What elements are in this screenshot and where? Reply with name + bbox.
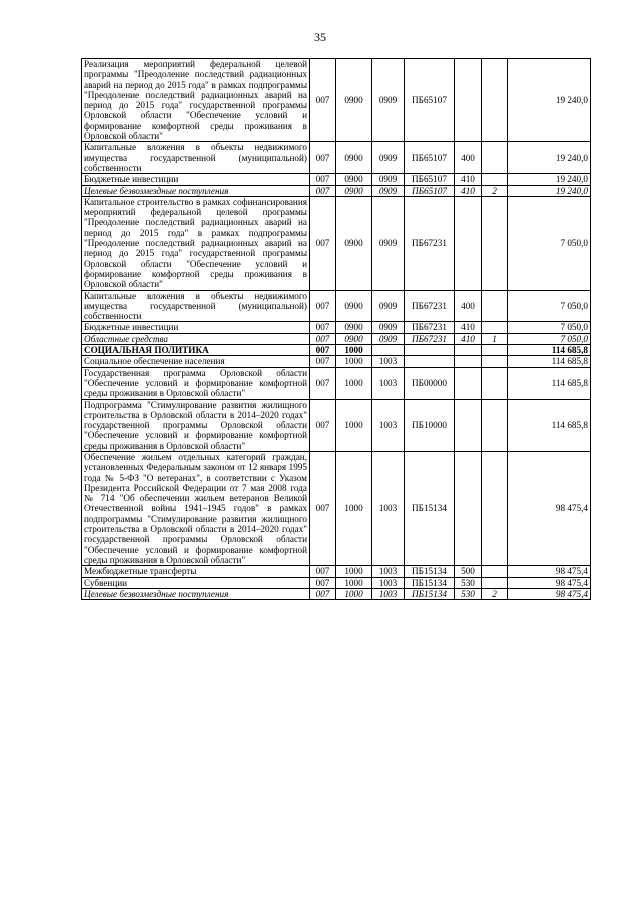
row-section: 0900	[336, 59, 372, 142]
row-funding-source: 2	[482, 185, 508, 196]
row-amount: 19 240,0	[508, 185, 591, 196]
row-section: 1000	[336, 367, 372, 399]
row-amount: 19 240,0	[508, 59, 591, 142]
row-amount: 98 475,4	[508, 566, 591, 577]
row-funding-source	[482, 174, 508, 185]
row-target-article: ПБ67231	[405, 196, 455, 290]
row-subsection: 1003	[372, 577, 405, 588]
row-section: 0900	[336, 322, 372, 333]
row-org-code: 007	[310, 566, 336, 577]
row-amount: 98 475,4	[508, 451, 591, 565]
row-expense-type	[455, 451, 482, 565]
row-name: Областные средства	[82, 333, 310, 344]
row-expense-type: 500	[455, 566, 482, 577]
row-expense-type: 410	[455, 185, 482, 196]
row-funding-source	[482, 196, 508, 290]
row-amount: 98 475,4	[508, 588, 591, 599]
table-row	[82, 356, 591, 367]
row-expense-type	[455, 367, 482, 399]
row-funding-source	[482, 322, 508, 333]
row-section: 1000	[336, 588, 372, 599]
row-subsection: 0909	[372, 322, 405, 333]
row-subsection: 0909	[372, 174, 405, 185]
table-row	[82, 290, 591, 322]
row-target-article: ПБ65107	[405, 174, 455, 185]
row-name: Реализация мероприятий федеральной целевой программы "Преодоление последствий радиационных аварий на период до 2015 года" в рамках подпрограммы "Преодоление последствий радиационных аварий на период до 2015 года" государственной программы Орловской области "Обеспечение условий и формирование комфортной среды проживания в Орловской области"	[82, 59, 310, 142]
row-target-article: ПБ67231	[405, 322, 455, 333]
table-row	[82, 345, 591, 356]
row-name: Государственная программа Орловской области "Обеспечение условий и формирование комфортной среды проживания в Орловской области"	[82, 367, 310, 399]
row-amount: 7 050,0	[508, 196, 591, 290]
row-funding-source	[482, 451, 508, 565]
row-target-article: ПБ67231	[405, 333, 455, 344]
row-name: Социальное обеспечение населения	[82, 356, 310, 367]
row-subsection: 1003	[372, 566, 405, 577]
row-org-code: 007	[310, 356, 336, 367]
row-funding-source: 1	[482, 333, 508, 344]
row-subsection: 0909	[372, 185, 405, 196]
row-subsection: 1003	[372, 356, 405, 367]
row-org-code: 007	[310, 142, 336, 174]
row-funding-source	[482, 399, 508, 451]
row-amount: 7 050,0	[508, 290, 591, 322]
row-amount: 19 240,0	[508, 142, 591, 174]
row-target-article: ПБ15134	[405, 566, 455, 577]
row-name: Целевые безвозмездные поступления	[82, 185, 310, 196]
row-funding-source	[482, 566, 508, 577]
row-expense-type	[455, 196, 482, 290]
row-org-code: 007	[310, 185, 336, 196]
row-target-article: ПБ15134	[405, 588, 455, 599]
row-expense-type	[455, 345, 482, 356]
row-section: 0900	[336, 174, 372, 185]
row-expense-type: 400	[455, 142, 482, 174]
row-name: Капитальное строительство в рамках софинансирования мероприятий федеральной целевой программы "Преодоление последствий радиационных аварий на период до 2015 года" в рамках подпрограммы "Преодоление последствий радиационных аварий на период до 2015 года" государственной программы Орловской области "Обеспечение условий и формирование комфортной среды проживания в Орловской области"	[82, 196, 310, 290]
row-expense-type	[455, 399, 482, 451]
table-row	[82, 142, 591, 174]
row-amount: 19 240,0	[508, 174, 591, 185]
row-org-code: 007	[310, 333, 336, 344]
row-section: 1000	[336, 399, 372, 451]
row-subsection: 1003	[372, 451, 405, 565]
row-expense-type: 410	[455, 322, 482, 333]
row-funding-source	[482, 290, 508, 322]
row-name: Целевые безвозмездные поступления	[82, 588, 310, 599]
table-row	[82, 185, 591, 196]
row-name: Капитальные вложения в объекты недвижимого имущества государственной (муниципальной) собственности	[82, 142, 310, 174]
row-org-code: 007	[310, 345, 336, 356]
row-funding-source	[482, 577, 508, 588]
row-funding-source	[482, 367, 508, 399]
row-name: Бюджетные инвестиции	[82, 322, 310, 333]
row-org-code: 007	[310, 196, 336, 290]
row-subsection: 0909	[372, 142, 405, 174]
row-expense-type	[455, 59, 482, 142]
row-funding-source	[482, 356, 508, 367]
row-amount: 114 685,8	[508, 356, 591, 367]
row-target-article: ПБ00000	[405, 367, 455, 399]
row-amount: 114 685,8	[508, 399, 591, 451]
budget-table-body	[82, 59, 591, 600]
row-amount: 114 685,8	[508, 345, 591, 356]
row-org-code: 007	[310, 59, 336, 142]
row-subsection	[372, 345, 405, 356]
row-section: 0900	[336, 196, 372, 290]
row-section: 0900	[336, 185, 372, 196]
row-section: 0900	[336, 142, 372, 174]
table-row	[82, 566, 591, 577]
row-target-article: ПБ65107	[405, 142, 455, 174]
row-name: Бюджетные инвестиции	[82, 174, 310, 185]
row-org-code: 007	[310, 399, 336, 451]
row-section: 1000	[336, 345, 372, 356]
row-subsection: 0909	[372, 196, 405, 290]
row-funding-source	[482, 345, 508, 356]
row-subsection: 1003	[372, 399, 405, 451]
row-subsection: 0909	[372, 59, 405, 142]
page-number: 35	[314, 30, 326, 44]
table-row	[82, 577, 591, 588]
row-subsection: 0909	[372, 333, 405, 344]
row-amount: 7 050,0	[508, 333, 591, 344]
row-target-article	[405, 356, 455, 367]
row-target-article: ПБ65107	[405, 59, 455, 142]
row-name: Субвенции	[82, 577, 310, 588]
row-expense-type: 530	[455, 588, 482, 599]
row-target-article: ПБ15134	[405, 577, 455, 588]
row-expense-type: 530	[455, 577, 482, 588]
row-amount: 98 475,4	[508, 577, 591, 588]
row-name: Капитальные вложения в объекты недвижимого имущества государственной (муниципальной) собственности	[82, 290, 310, 322]
row-org-code: 007	[310, 588, 336, 599]
row-funding-source: 2	[482, 588, 508, 599]
row-name: Подпрограмма "Стимулирование развития жилищного строительства в Орловской области в 2014–2020 годах" государственной программы Орловской области "Обеспечение условий и формирование комфортной среды проживания в Орловской области"	[82, 399, 310, 451]
row-section: 1000	[336, 356, 372, 367]
row-section: 1000	[336, 566, 372, 577]
row-target-article: ПБ10000	[405, 399, 455, 451]
row-section: 0900	[336, 333, 372, 344]
table-row	[82, 451, 591, 565]
table-row	[82, 588, 591, 599]
row-expense-type: 410	[455, 174, 482, 185]
row-amount: 7 050,0	[508, 322, 591, 333]
row-name: Межбюджетные трансферты	[82, 566, 310, 577]
row-org-code: 007	[310, 451, 336, 565]
row-subsection: 1003	[372, 588, 405, 599]
row-funding-source	[482, 142, 508, 174]
table-row	[82, 59, 591, 142]
row-target-article: ПБ67231	[405, 290, 455, 322]
row-section: 0900	[336, 290, 372, 322]
table-row	[82, 322, 591, 333]
table-row	[82, 174, 591, 185]
row-org-code: 007	[310, 290, 336, 322]
table-row	[82, 367, 591, 399]
table-row	[82, 196, 591, 290]
row-org-code: 007	[310, 322, 336, 333]
row-amount: 114 685,8	[508, 367, 591, 399]
row-org-code: 007	[310, 174, 336, 185]
row-target-article	[405, 345, 455, 356]
row-subsection: 1003	[372, 367, 405, 399]
row-section: 1000	[336, 577, 372, 588]
row-target-article: ПБ65107	[405, 185, 455, 196]
row-expense-type	[455, 356, 482, 367]
table-row	[82, 333, 591, 344]
table-row	[82, 399, 591, 451]
budget-table	[81, 58, 591, 600]
row-section: 1000	[336, 451, 372, 565]
row-org-code: 007	[310, 577, 336, 588]
row-expense-type: 410	[455, 333, 482, 344]
row-subsection: 0909	[372, 290, 405, 322]
row-name: Обеспечение жильем отдельных категорий граждан, установленных Федеральным законом от 12 января 1995 года № 5-ФЗ "О ветеранах", в соответствии с Указом Президента Российской Федерации от 7 мая 2008 года № 714 "Об обеспечении жильем ветеранов Великой Отечественной войны 1941–1945 годов" в рамках подпрограммы "Стимулирование развития жилищного строительства в Орловской области в 2014–2020 годах" государственной программы Орловской области "Обеспечение условий и формирование комфортной среды проживания в Орловской области"	[82, 451, 310, 565]
row-name: СОЦИАЛЬНАЯ ПОЛИТИКА	[82, 345, 310, 356]
row-target-article: ПБ15134	[405, 451, 455, 565]
row-funding-source	[482, 59, 508, 142]
row-org-code: 007	[310, 367, 336, 399]
row-expense-type: 400	[455, 290, 482, 322]
